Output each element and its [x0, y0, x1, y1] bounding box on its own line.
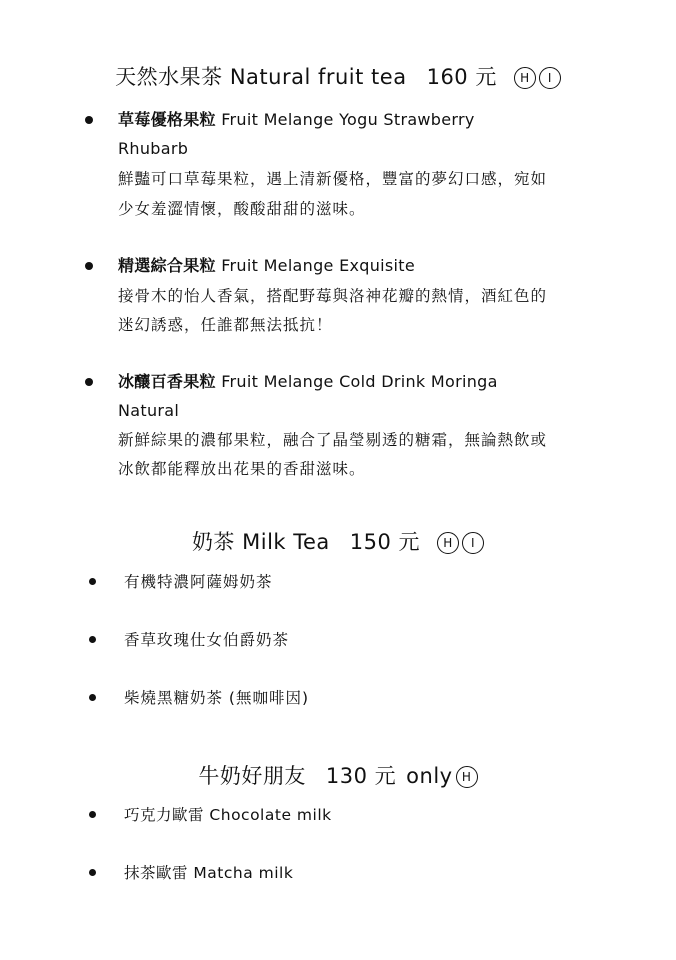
bullet-icon: [85, 262, 93, 270]
item-name: 香草玫瑰仕女伯爵奶茶: [124, 631, 290, 649]
iced-badge-icon: I: [539, 67, 561, 89]
bullet-icon: [85, 378, 93, 386]
hot-badge-icon: H: [437, 532, 459, 554]
bullet-icon: [89, 811, 96, 818]
item-zh-name: 冰釀百香果粒: [118, 372, 216, 391]
bullet-icon: [89, 578, 96, 585]
item-description: 鮮豔可口草莓果粒，遇上清新優格，豐富的夢幻口感，宛如: [118, 170, 548, 188]
item-zh-name: 精選綜合果粒: [118, 256, 216, 275]
milk-friends-title: 牛奶好朋友: [198, 764, 306, 788]
item-zh-name: 草莓優格果粒: [118, 110, 216, 129]
item-name: 柴燒黑糖奶茶 (無咖啡因): [124, 689, 310, 707]
item-description: 新鮮綜果的濃郁果粒，融合了晶瑩剔透的糖霜，無論熱飲或: [118, 431, 548, 449]
fruit-tea-title: 天然水果茶 Natural fruit tea: [115, 65, 407, 89]
item-name: 有機特濃阿薩姆奶茶: [124, 573, 273, 591]
item-description: 冰飲都能釋放出花果的香甜滋味。: [118, 460, 366, 478]
item-en-name: Fruit Melange Exquisite: [221, 256, 416, 275]
hot-badge-icon: H: [456, 766, 478, 788]
item-en-name-cont: Natural: [118, 401, 180, 420]
bullet-icon: [85, 116, 93, 124]
milk-friends-price: 130 元: [325, 764, 397, 788]
milk-tea-title: 奶茶 Milk Tea: [191, 530, 330, 554]
bullet-icon: [89, 869, 96, 876]
milk-tea-header: [0, 526, 676, 556]
item-en-name: Fruit Melange Cold Drink Moringa: [221, 372, 498, 391]
bullet-icon: [89, 694, 96, 701]
item-description: 迷幻誘惑，任誰都無法抵抗！: [118, 316, 333, 334]
item-name-line: [118, 110, 475, 130]
item-name-line: [118, 256, 415, 276]
item-name-line: [118, 372, 498, 392]
iced-badge-icon: I: [462, 532, 484, 554]
fruit-tea-header: [0, 61, 676, 91]
item-en-name-cont: Rhubarb: [118, 139, 189, 158]
hot-badge-icon: H: [514, 67, 536, 89]
item-en-name: Fruit Melange Yogu Strawberry: [221, 110, 475, 129]
item-name: 巧克力歐雷 Chocolate milk: [124, 806, 332, 824]
milk-friends-header: [0, 760, 676, 790]
fruit-tea-price: 160 元: [426, 65, 497, 89]
item-description: 接骨木的怡人香氣，搭配野莓與洛神花瓣的熱情，酒紅色的: [118, 287, 548, 305]
item-name: 抹茶歐雷 Matcha milk: [124, 864, 294, 882]
bullet-icon: [89, 636, 96, 643]
item-description: 少女羞澀情懷，酸酸甜甜的滋味。: [118, 200, 366, 218]
milk-tea-price: 150 元: [349, 530, 421, 554]
milk-friends-note: only: [406, 764, 453, 788]
